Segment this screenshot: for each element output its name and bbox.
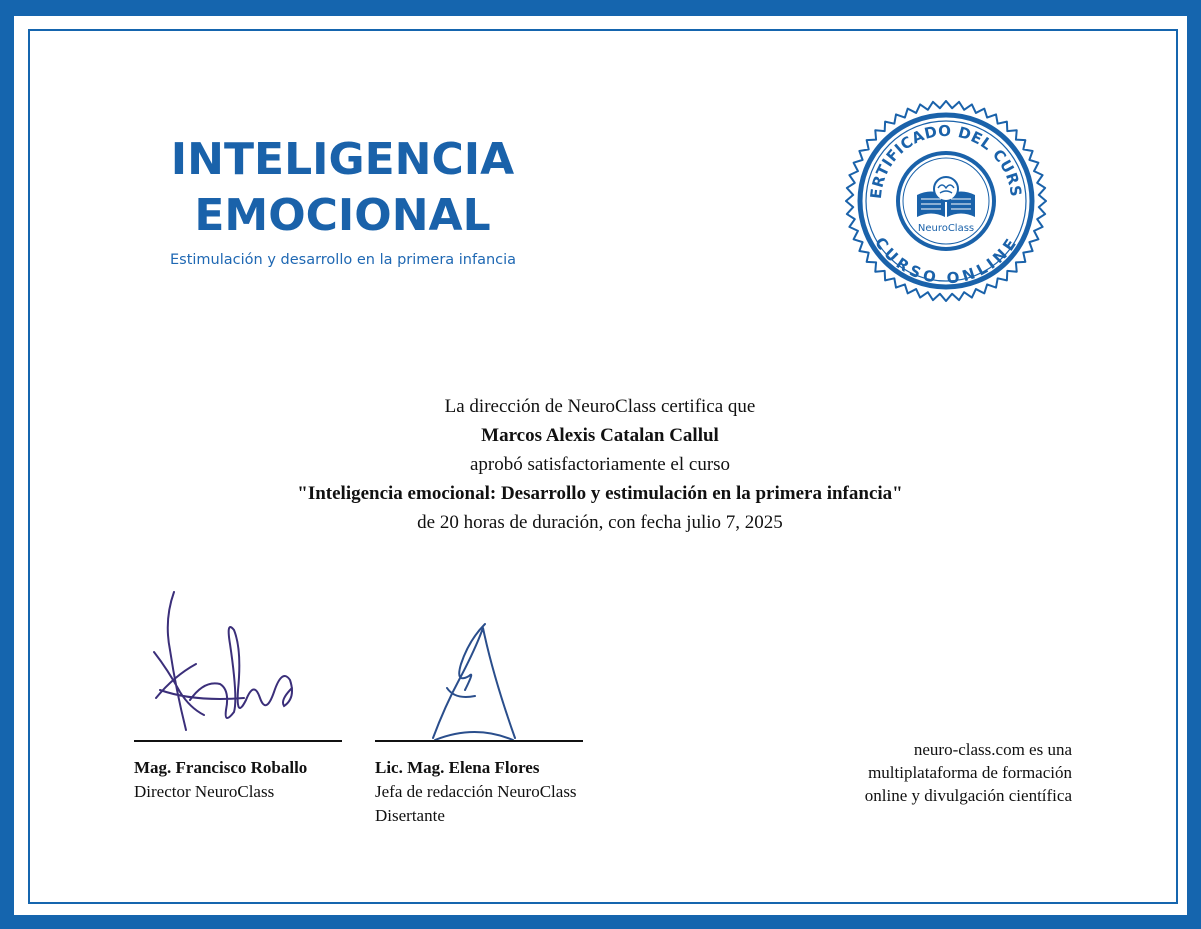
footer-line-3: online y divulgación científica xyxy=(864,786,1072,805)
signer-role-2: Disertante xyxy=(375,806,445,825)
signature-flores xyxy=(375,580,585,742)
signature-line xyxy=(134,740,342,742)
certificate-seal xyxy=(845,100,1047,302)
course-title-logo xyxy=(170,132,515,268)
course-name: "Inteligencia emocional: Desarrollo y estimulación en la primera infancia" xyxy=(297,483,903,504)
signature-block-director xyxy=(134,580,374,804)
signer-role: Jefa de redacción NeuroClass xyxy=(375,782,577,801)
signer-role: Director NeuroClass xyxy=(134,782,275,801)
duration-text: de 20 horas de duración, con fecha julio 7, 2025 xyxy=(417,512,783,533)
approved-text: aprobó satisfactoriamente el curso xyxy=(469,454,731,475)
seal-logo-name: NeuroClass xyxy=(917,223,975,234)
title-line-2: EMOCIONAL xyxy=(194,190,491,241)
recipient-name: Marcos Alexis Catalan Callul xyxy=(481,425,719,446)
seal-bottom-text: CURSO ONLINE xyxy=(871,234,1021,288)
certificate-body xyxy=(150,392,1050,537)
signature-roballo xyxy=(134,580,344,742)
signer-name: Lic. Mag. Elena Flores xyxy=(375,758,540,777)
footer-note xyxy=(780,738,1072,807)
seal-top-text: ERTIFICADO DEL CURS xyxy=(866,121,1026,200)
footer-line-2: multiplataforma de formación xyxy=(868,763,1072,782)
signature-line xyxy=(375,740,583,742)
title-subtitle: Estimulación y desarrollo en la primera infancia xyxy=(170,252,517,268)
intro-text: La dirección de NeuroClass certifica que xyxy=(444,396,756,417)
signature-block-editor xyxy=(375,580,615,828)
signer-name: Mag. Francisco Roballo xyxy=(134,758,308,777)
footer-line-1: neuro-class.com es una xyxy=(913,740,1072,759)
title-line-1: INTELIGENCIA xyxy=(170,134,515,185)
